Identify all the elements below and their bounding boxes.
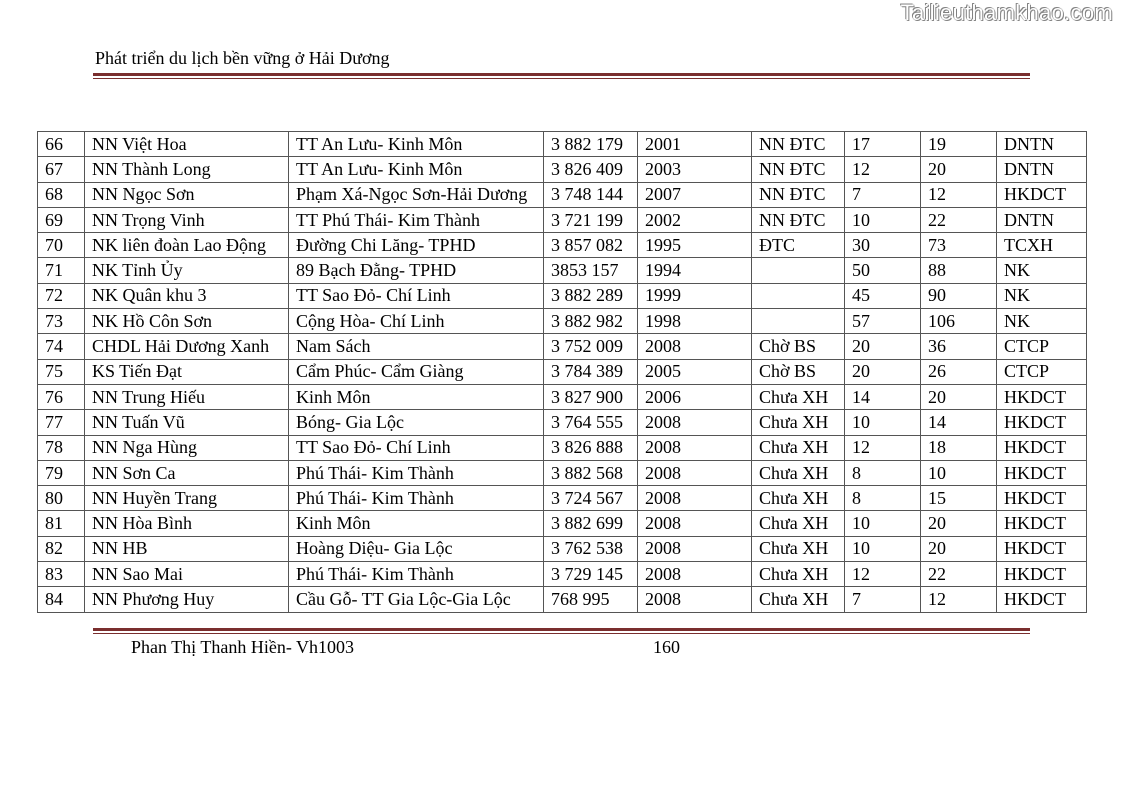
table-row: [38, 384, 1087, 409]
beds-cell: 88: [921, 258, 997, 283]
document-header-title: Phát triển du lịch bền vững ở Hải Dương: [95, 48, 390, 68]
table-row: [38, 309, 1087, 334]
address-cell: Đường Chi Lăng- TPHD: [289, 233, 544, 258]
ownership-type-cell: HKDCT: [997, 587, 1087, 612]
table-row: [38, 157, 1087, 182]
year-cell: 1998: [638, 309, 752, 334]
beds-cell: 26: [921, 359, 997, 384]
row-number-cell: 69: [38, 207, 85, 232]
address-cell: Kinh Môn: [289, 511, 544, 536]
establishment-name-cell: KS Tiến Đạt: [85, 359, 289, 384]
establishment-name-cell: NN Trung Hiếu: [85, 384, 289, 409]
rooms-cell: 20: [845, 359, 921, 384]
table-row: [38, 562, 1087, 587]
rating-cell: Chưa XH: [752, 384, 845, 409]
table-row: [38, 283, 1087, 308]
year-cell: 2002: [638, 207, 752, 232]
phone-cell: 768 995: [544, 587, 638, 612]
row-number-cell: 83: [38, 562, 85, 587]
establishment-name-cell: NN Sao Mai: [85, 562, 289, 587]
rating-cell: Chưa XH: [752, 486, 845, 511]
beds-cell: 10: [921, 460, 997, 485]
ownership-type-cell: CTCP: [997, 334, 1087, 359]
ownership-type-cell: HKDCT: [997, 182, 1087, 207]
address-cell: TT An Lưu- Kinh Môn: [289, 157, 544, 182]
ownership-type-cell: TCXH: [997, 233, 1087, 258]
rooms-cell: 20: [845, 334, 921, 359]
rating-cell: Chưa XH: [752, 460, 845, 485]
address-cell: Cộng Hòa- Chí Linh: [289, 309, 544, 334]
rooms-cell: 12: [845, 157, 921, 182]
year-cell: 2008: [638, 562, 752, 587]
address-cell: Nam Sách: [289, 334, 544, 359]
beds-cell: 19: [921, 132, 997, 157]
table-row: [38, 460, 1087, 485]
year-cell: 2008: [638, 460, 752, 485]
address-cell: 89 Bạch Đằng- TPHD: [289, 258, 544, 283]
table-row: [38, 587, 1087, 612]
phone-cell: 3 784 389: [544, 359, 638, 384]
establishment-name-cell: NN Phương Huy: [85, 587, 289, 612]
beds-cell: 22: [921, 562, 997, 587]
rooms-cell: 45: [845, 283, 921, 308]
address-cell: Phú Thái- Kim Thành: [289, 460, 544, 485]
rating-cell: ĐTC: [752, 233, 845, 258]
rooms-cell: 14: [845, 384, 921, 409]
row-number-cell: 80: [38, 486, 85, 511]
beds-cell: 20: [921, 157, 997, 182]
table-row: [38, 334, 1087, 359]
establishment-name-cell: NN Nga Hùng: [85, 435, 289, 460]
table-row: [38, 435, 1087, 460]
phone-cell: 3 827 900: [544, 384, 638, 409]
watermark-text: Tailieuthamkhao.com: [900, 0, 1113, 25]
rating-cell: [752, 258, 845, 283]
rooms-cell: 10: [845, 410, 921, 435]
beds-cell: 20: [921, 536, 997, 561]
rooms-cell: 50: [845, 258, 921, 283]
year-cell: 2008: [638, 410, 752, 435]
phone-cell: 3 729 145: [544, 562, 638, 587]
establishment-name-cell: NK Tỉnh Ủy: [85, 258, 289, 283]
address-cell: Cầu Gỗ- TT Gia Lộc-Gia Lộc: [289, 587, 544, 612]
year-cell: 2008: [638, 334, 752, 359]
row-number-cell: 82: [38, 536, 85, 561]
phone-cell: 3 857 082: [544, 233, 638, 258]
ownership-type-cell: NK: [997, 283, 1087, 308]
table-row: [38, 536, 1087, 561]
beds-cell: 15: [921, 486, 997, 511]
rooms-cell: 57: [845, 309, 921, 334]
row-number-cell: 72: [38, 283, 85, 308]
table-row: [38, 182, 1087, 207]
rooms-cell: 8: [845, 486, 921, 511]
establishment-name-cell: NK Quân khu 3: [85, 283, 289, 308]
establishment-name-cell: NK Hồ Côn Sơn: [85, 309, 289, 334]
ownership-type-cell: CTCP: [997, 359, 1087, 384]
phone-cell: 3 752 009: [544, 334, 638, 359]
rooms-cell: 10: [845, 511, 921, 536]
row-number-cell: 75: [38, 359, 85, 384]
establishment-name-cell: NN Tuấn Vũ: [85, 410, 289, 435]
ownership-type-cell: DNTN: [997, 157, 1087, 182]
table-row: [38, 410, 1087, 435]
table-row: [38, 359, 1087, 384]
rooms-cell: 12: [845, 562, 921, 587]
address-cell: TT An Lưu- Kinh Môn: [289, 132, 544, 157]
address-cell: Hoàng Diệu- Gia Lộc: [289, 536, 544, 561]
beds-cell: 12: [921, 587, 997, 612]
beds-cell: 106: [921, 309, 997, 334]
row-number-cell: 81: [38, 511, 85, 536]
beds-cell: 14: [921, 410, 997, 435]
ownership-type-cell: NK: [997, 309, 1087, 334]
table-row: [38, 207, 1087, 232]
address-cell: Phạm Xá-Ngọc Sơn-Hải Dương: [289, 182, 544, 207]
ownership-type-cell: NK: [997, 258, 1087, 283]
table-row: [38, 233, 1087, 258]
ownership-type-cell: HKDCT: [997, 562, 1087, 587]
address-cell: Kinh Môn: [289, 384, 544, 409]
establishment-name-cell: NN Sơn Ca: [85, 460, 289, 485]
ownership-type-cell: HKDCT: [997, 486, 1087, 511]
phone-cell: 3 826 409: [544, 157, 638, 182]
row-number-cell: 78: [38, 435, 85, 460]
year-cell: 1995: [638, 233, 752, 258]
rating-cell: NN ĐTC: [752, 207, 845, 232]
phone-cell: 3 748 144: [544, 182, 638, 207]
establishment-name-cell: NN Thành Long: [85, 157, 289, 182]
row-number-cell: 70: [38, 233, 85, 258]
row-number-cell: 67: [38, 157, 85, 182]
rooms-cell: 10: [845, 536, 921, 561]
beds-cell: 20: [921, 384, 997, 409]
rooms-cell: 12: [845, 435, 921, 460]
phone-cell: 3 882 289: [544, 283, 638, 308]
address-cell: TT Phú Thái- Kim Thành: [289, 207, 544, 232]
phone-cell: 3 724 567: [544, 486, 638, 511]
rooms-cell: 30: [845, 233, 921, 258]
footer-divider: [93, 628, 1030, 634]
table-row: [38, 486, 1087, 511]
beds-cell: 36: [921, 334, 997, 359]
year-cell: 2007: [638, 182, 752, 207]
year-cell: 2008: [638, 587, 752, 612]
row-number-cell: 77: [38, 410, 85, 435]
phone-cell: 3 762 538: [544, 536, 638, 561]
rating-cell: Chờ BS: [752, 359, 845, 384]
establishment-name-cell: NN Ngọc Sơn: [85, 182, 289, 207]
rating-cell: Chưa XH: [752, 511, 845, 536]
year-cell: 2003: [638, 157, 752, 182]
year-cell: 2008: [638, 486, 752, 511]
year-cell: 2008: [638, 511, 752, 536]
page-number: 160: [653, 637, 680, 657]
phone-cell: 3 882 982: [544, 309, 638, 334]
row-number-cell: 76: [38, 384, 85, 409]
table-row: [38, 511, 1087, 536]
header-divider: [93, 73, 1030, 79]
rooms-cell: 7: [845, 182, 921, 207]
ownership-type-cell: HKDCT: [997, 511, 1087, 536]
row-number-cell: 66: [38, 132, 85, 157]
beds-cell: 73: [921, 233, 997, 258]
ownership-type-cell: DNTN: [997, 132, 1087, 157]
establishment-name-cell: NN HB: [85, 536, 289, 561]
address-cell: Bóng- Gia Lộc: [289, 410, 544, 435]
beds-cell: 18: [921, 435, 997, 460]
phone-cell: 3 764 555: [544, 410, 638, 435]
phone-cell: 3 882 568: [544, 460, 638, 485]
ownership-type-cell: DNTN: [997, 207, 1087, 232]
row-number-cell: 74: [38, 334, 85, 359]
establishment-name-cell: NK liên đoàn Lao Động: [85, 233, 289, 258]
year-cell: 2006: [638, 384, 752, 409]
rating-cell: NN ĐTC: [752, 157, 845, 182]
rating-cell: Chưa XH: [752, 435, 845, 460]
establishment-name-cell: CHDL Hải Dương Xanh: [85, 334, 289, 359]
establishment-name-cell: NN Hòa Bình: [85, 511, 289, 536]
rating-cell: Chờ BS: [752, 334, 845, 359]
rooms-cell: 17: [845, 132, 921, 157]
beds-cell: 90: [921, 283, 997, 308]
beds-cell: 12: [921, 182, 997, 207]
ownership-type-cell: HKDCT: [997, 384, 1087, 409]
row-number-cell: 68: [38, 182, 85, 207]
year-cell: 2008: [638, 435, 752, 460]
hotel-list-table: [37, 131, 1087, 613]
phone-cell: 3 721 199: [544, 207, 638, 232]
table-row: [38, 258, 1087, 283]
row-number-cell: 73: [38, 309, 85, 334]
address-cell: Phú Thái- Kim Thành: [289, 486, 544, 511]
phone-cell: 3 882 179: [544, 132, 638, 157]
rooms-cell: 10: [845, 207, 921, 232]
address-cell: Phú Thái- Kim Thành: [289, 562, 544, 587]
phone-cell: 3 882 699: [544, 511, 638, 536]
table-row: [38, 132, 1087, 157]
footer-author: Phan Thị Thanh Hiền- Vh1003: [131, 637, 354, 657]
address-cell: Cẩm Phúc- Cẩm Giàng: [289, 359, 544, 384]
rating-cell: Chưa XH: [752, 587, 845, 612]
year-cell: 1999: [638, 283, 752, 308]
beds-cell: 20: [921, 511, 997, 536]
address-cell: TT Sao Đỏ- Chí Linh: [289, 283, 544, 308]
phone-cell: 3 826 888: [544, 435, 638, 460]
ownership-type-cell: HKDCT: [997, 435, 1087, 460]
rating-cell: [752, 283, 845, 308]
ownership-type-cell: HKDCT: [997, 460, 1087, 485]
rooms-cell: 8: [845, 460, 921, 485]
establishment-name-cell: NN Huyền Trang: [85, 486, 289, 511]
address-cell: TT Sao Đỏ- Chí Linh: [289, 435, 544, 460]
rating-cell: NN ĐTC: [752, 132, 845, 157]
rating-cell: Chưa XH: [752, 410, 845, 435]
year-cell: 1994: [638, 258, 752, 283]
row-number-cell: 84: [38, 587, 85, 612]
year-cell: 2001: [638, 132, 752, 157]
rating-cell: Chưa XH: [752, 536, 845, 561]
rating-cell: [752, 309, 845, 334]
rooms-cell: 7: [845, 587, 921, 612]
ownership-type-cell: HKDCT: [997, 536, 1087, 561]
year-cell: 2008: [638, 536, 752, 561]
establishment-name-cell: NN Trọng Vinh: [85, 207, 289, 232]
rating-cell: Chưa XH: [752, 562, 845, 587]
phone-cell: 3853 157: [544, 258, 638, 283]
establishment-name-cell: NN Việt Hoa: [85, 132, 289, 157]
rating-cell: NN ĐTC: [752, 182, 845, 207]
beds-cell: 22: [921, 207, 997, 232]
year-cell: 2005: [638, 359, 752, 384]
row-number-cell: 71: [38, 258, 85, 283]
row-number-cell: 79: [38, 460, 85, 485]
ownership-type-cell: HKDCT: [997, 410, 1087, 435]
table-body: [38, 132, 1087, 613]
